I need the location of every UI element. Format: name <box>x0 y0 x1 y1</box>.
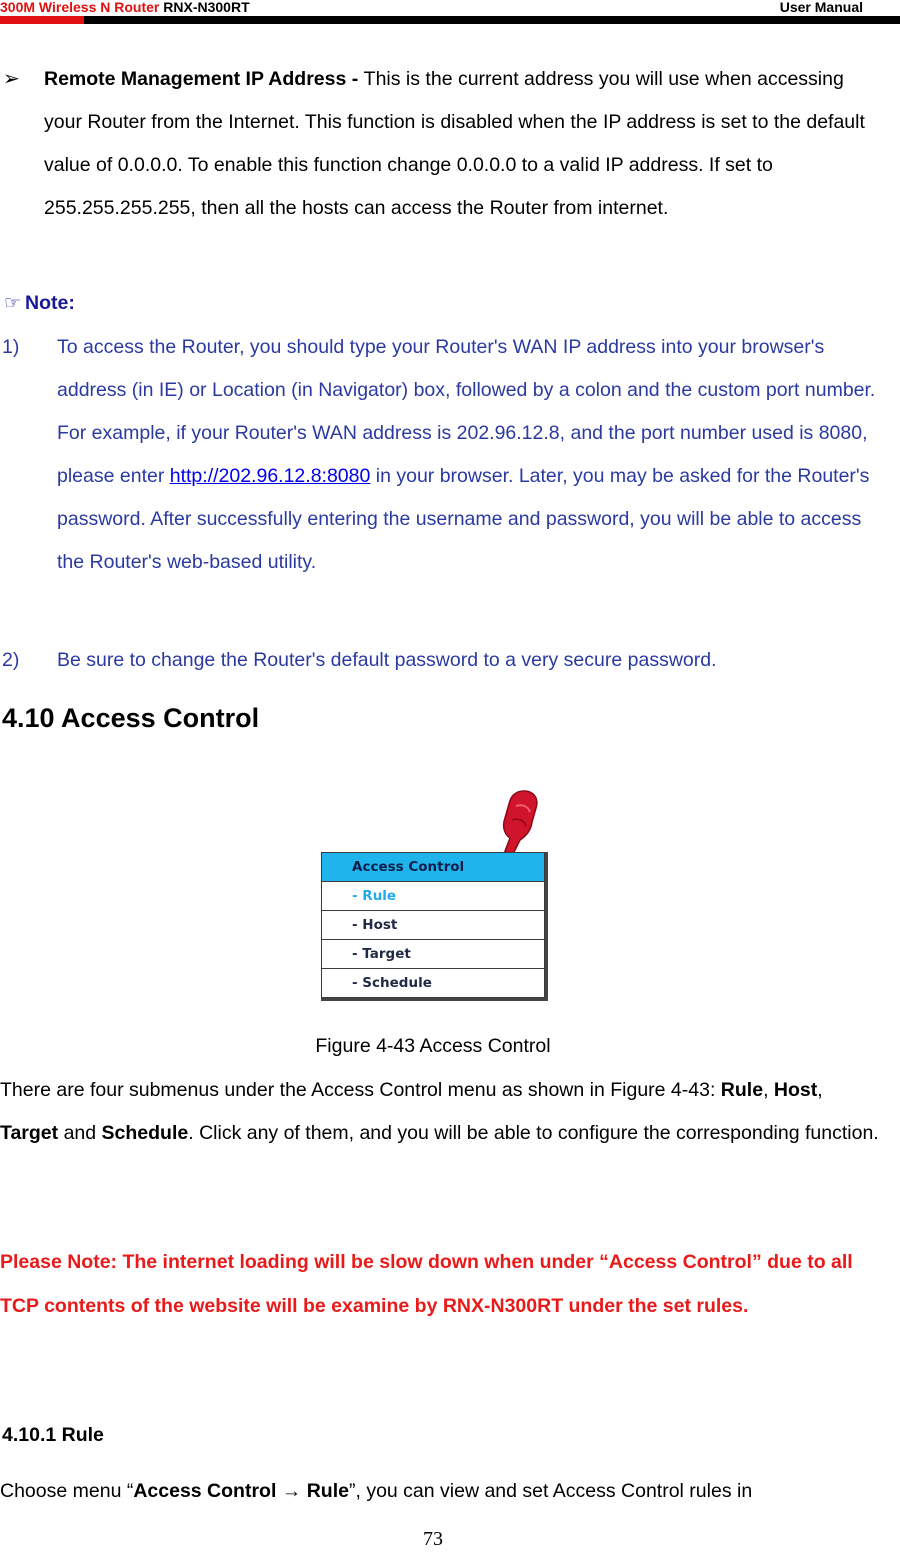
remote-management-label: Remote Management IP Address - <box>44 68 364 90</box>
choose-text: ”, you can view and set Access Control rules in <box>348 1480 753 1502</box>
header-model: RNX-N300RT <box>163 0 250 15</box>
menu-item-host: - Host <box>321 911 545 940</box>
intro-host: Host <box>773 1079 818 1101</box>
menu-item-rule: - Rule <box>321 882 545 911</box>
intro-sep: and <box>58 1122 102 1144</box>
intro-text: There are four submenus under the Access Control menu as shown in Figure 4-43: <box>0 1079 721 1101</box>
intro-sep: , <box>817 1079 823 1101</box>
menu-item-schedule: - Schedule <box>321 969 545 998</box>
header-rule <box>0 16 900 24</box>
performance-warning <box>0 1241 880 1328</box>
header-manual-title: User Manual <box>779 0 863 15</box>
choose-arrow: → <box>276 1480 307 1502</box>
subsection-title: 4.10.1 Rule <box>2 1424 104 1446</box>
access-control-figure <box>318 786 550 1012</box>
choose-menu-name: Access Control <box>133 1480 277 1502</box>
note-item-text-before: To access the Router, you should type your Router's WAN IP address into your browser's address (in IE) or Location (in Navigator) box, followed by a colon and the custom port number. For example, if your Router's WAN address is 202.96.12.8, and the port number used is 8080, please enter <box>57 336 876 487</box>
choose-menu-item: Rule <box>306 1480 349 1502</box>
intro-rule: Rule <box>720 1079 764 1101</box>
page-header <box>0 0 900 26</box>
note-item-number: 2) <box>2 649 20 671</box>
warning-text: Please Note: The internet loading will be slow down when under <box>0 1251 600 1273</box>
remote-management-text: This is the current address you will use when accessing your Router from the Internet. This function is disabled when the IP address is set to the default value of 0.0.0.0. To enable this function change 0.0.0.0 to a valid IP address. If set to 255.255.255.255, then all the hosts can access the Router from internet. <box>44 68 865 219</box>
menu-item-access-control: Access Control <box>321 852 545 882</box>
choose-menu-paragraph <box>0 1470 752 1513</box>
page-number: 73 <box>423 1528 443 1550</box>
header-product-prefix: 300M Wireless N Router <box>0 0 164 15</box>
intro-schedule: Schedule <box>101 1122 189 1144</box>
remote-management-paragraph <box>44 58 874 230</box>
note-label: Note: <box>25 292 75 314</box>
note-item-text: Be sure to change the Router's default password to a very secure password. <box>57 649 717 671</box>
note-item-number: 1) <box>2 336 20 358</box>
note-heading <box>4 282 75 325</box>
router-url-link[interactable]: http://202.96.12.8:8080 <box>169 465 371 487</box>
header-rule-accent <box>0 16 84 24</box>
intro-text: . Click any of them, and you will be able to configure the corresponding function. <box>188 1122 879 1144</box>
intro-target: Target <box>0 1122 59 1144</box>
section-title: 4.10 Access Control <box>2 703 260 733</box>
warning-text: due to all TCP contents of the website will be examine by RNX-N300RT under the set rules. <box>0 1251 853 1317</box>
menu-item-target: - Target <box>321 940 545 969</box>
bullet-icon: ➢ <box>3 68 20 90</box>
note-item-text <box>57 326 877 584</box>
note-item-text-after: in your browser. Later, you may be asked for the Router's password. After successfully entering the username and password, you will be able to access the Router's web-based utility. <box>57 465 870 573</box>
pointing-hand-icon: ☞ <box>4 293 22 314</box>
figure-caption: Figure 4-43 Access Control <box>315 1035 551 1057</box>
warning-quoted: “Access Control” <box>599 1251 762 1273</box>
submenu-intro-paragraph <box>0 1069 880 1155</box>
header-product <box>0 0 250 15</box>
intro-sep: , <box>763 1079 774 1101</box>
access-control-menu <box>321 852 548 1001</box>
choose-text: Choose menu “ <box>0 1480 134 1502</box>
